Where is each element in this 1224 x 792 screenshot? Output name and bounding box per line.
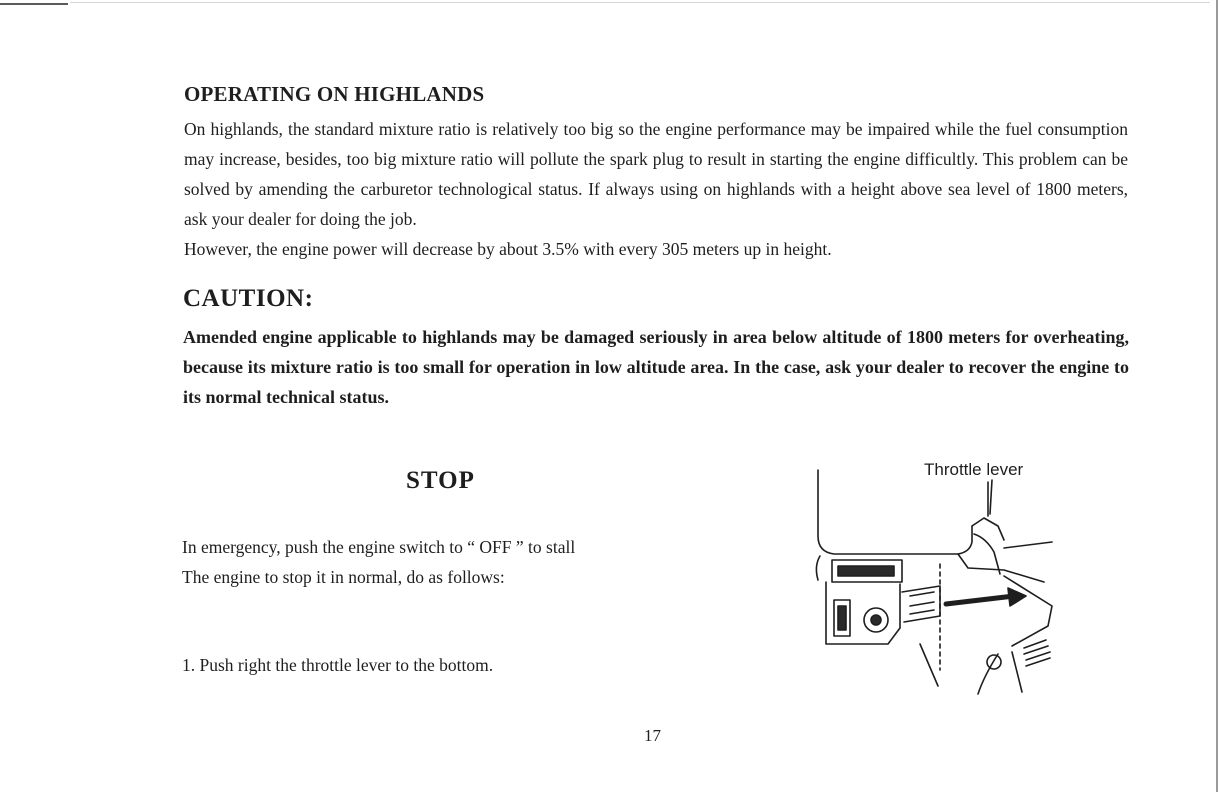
heading-operating-on-highlands: OPERATING ON HIGHLANDS <box>184 82 485 106</box>
throttle-lever-figure <box>808 456 1068 696</box>
highlands-paragraph-2: However, the engine power will decrease by about 3.5% with every 305 meters up in height. <box>184 239 832 259</box>
stop-step-1: 1. Push right the throttle lever to the bottom. <box>182 655 494 675</box>
caution-body: Amended engine applicable to highlands may be damaged seriously in area below altitude of 1800 meters for overheating, because its mixture ratio is too small for operation in low altitude area. In the case, ask your dealer to recover the engine to its normal technical status. <box>183 327 1129 407</box>
stop-title: STOP <box>406 467 475 494</box>
stop-instruction-line-2: The engine to stop it in normal, do as follows: <box>182 567 505 587</box>
highlands-paragraph-1: On highlands, the standard mixture ratio is relatively too big so the engine performance may be impaired while the fuel consumption may increase, besides, too big mixture ratio will pollute the spark plug to result in starting the engine difficultly. This problem can be solved by amending the carburetor technological status. If always using on highlands with a height above sea level of 1800 meters, ask your dealer for doing the job. <box>184 119 1128 229</box>
page-number: 17 <box>644 726 661 745</box>
scan-edge-rule <box>70 2 1210 3</box>
scan-edge-right <box>1216 0 1218 792</box>
stop-instruction-line-1: In emergency, push the engine switch to “ OFF ” to stall <box>182 537 576 557</box>
scan-edge-top <box>0 3 68 5</box>
caution-title: CAUTION: <box>183 285 314 312</box>
throttle-lever-label: Throttle lever <box>924 460 1024 479</box>
engine-throttle-illustration-icon <box>808 456 1068 696</box>
